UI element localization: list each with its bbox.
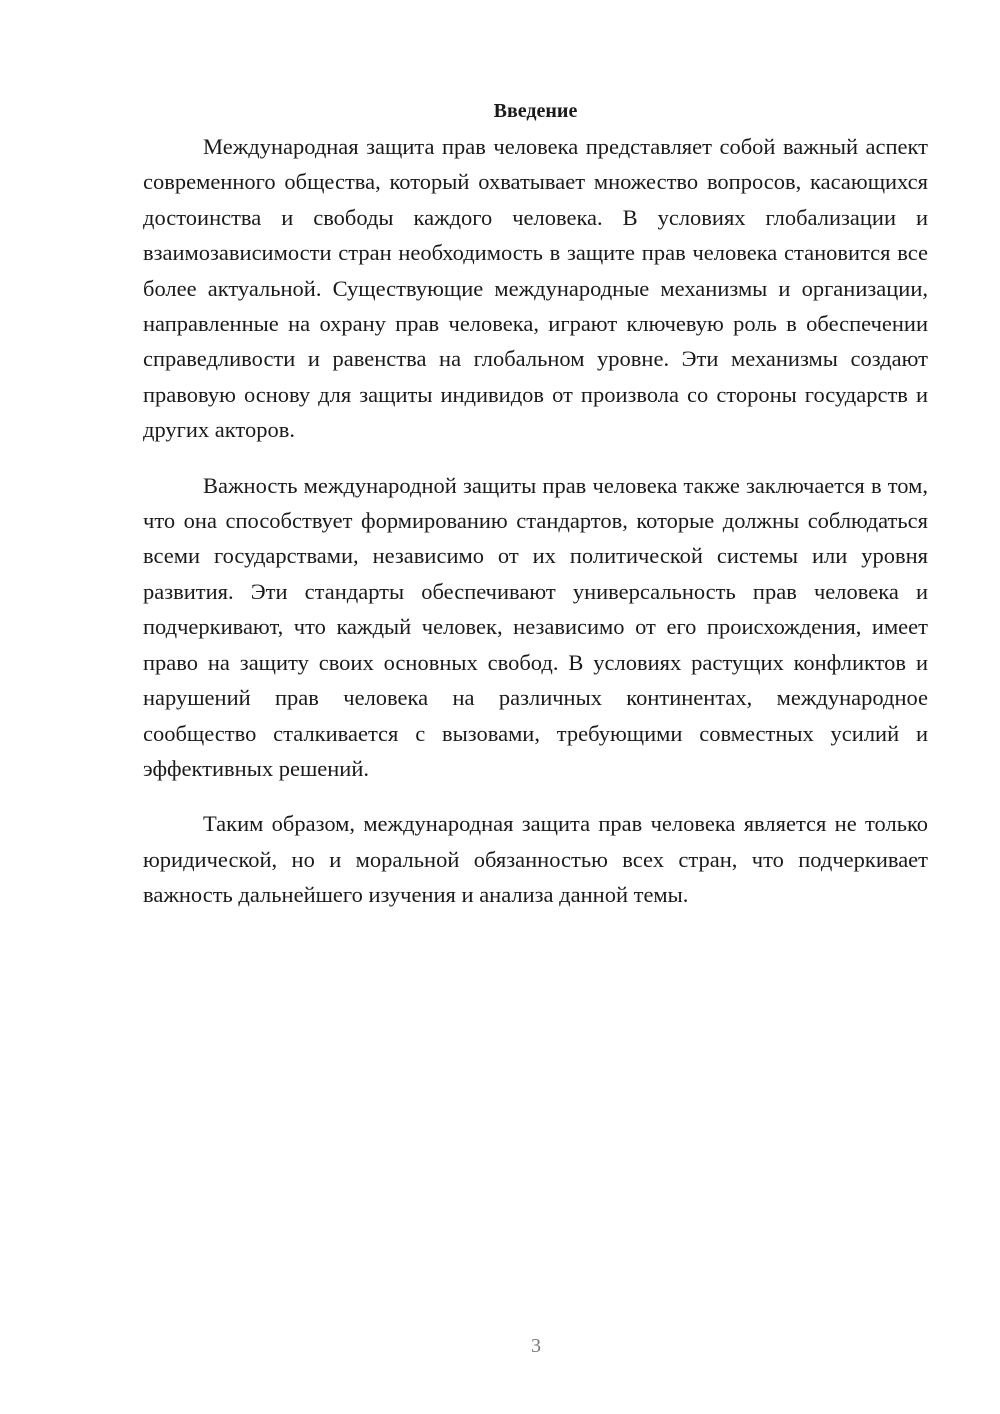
paragraph-3: Таким образом, международная защита прав человека является не только юридической, но и моральной обязанностью всех стран, что подчеркивает важность дальнейшего изучения и анализа данной темы. xyxy=(143,811,928,908)
page-content xyxy=(143,96,928,933)
section-title: Введение xyxy=(493,100,578,122)
paragraph-1: Международная защита прав человека представляет собой важный аспект современного общества, который охватывает множество вопросов, касающихся достоинства и свободы каждого человека. В условиях глобализации и взаимозависимости стран необходимость в защите прав человека становится все более актуальной. Существующие международные механизмы и организации, направленные на охрану прав человека, играют ключевую роль в обеспечении справедливости и равенства на глобальном уровне. Эти механизмы создают правовую основу для защиты индивидов от произвола со стороны государств и других акторов. xyxy=(143,134,928,443)
page-number: 3 xyxy=(531,1335,541,1357)
paragraph-2: Важность международной защиты прав человека также заключается в том, что она способствует формированию стандартов, которые должны соблюдаться всеми государствами, независимо от их политической системы или уровня развития. Эти стандарты обеспечивают универсальность прав человека и подчеркивают, что каждый человек, независимо от его происхождения, имеет право на защиту своих основных свобод. В условиях растущих конфликтов и нарушений прав человека на различных континентах, международное сообщество сталкивается с вызовами, требующими совместных усилий и эффективных решений. xyxy=(143,472,928,781)
